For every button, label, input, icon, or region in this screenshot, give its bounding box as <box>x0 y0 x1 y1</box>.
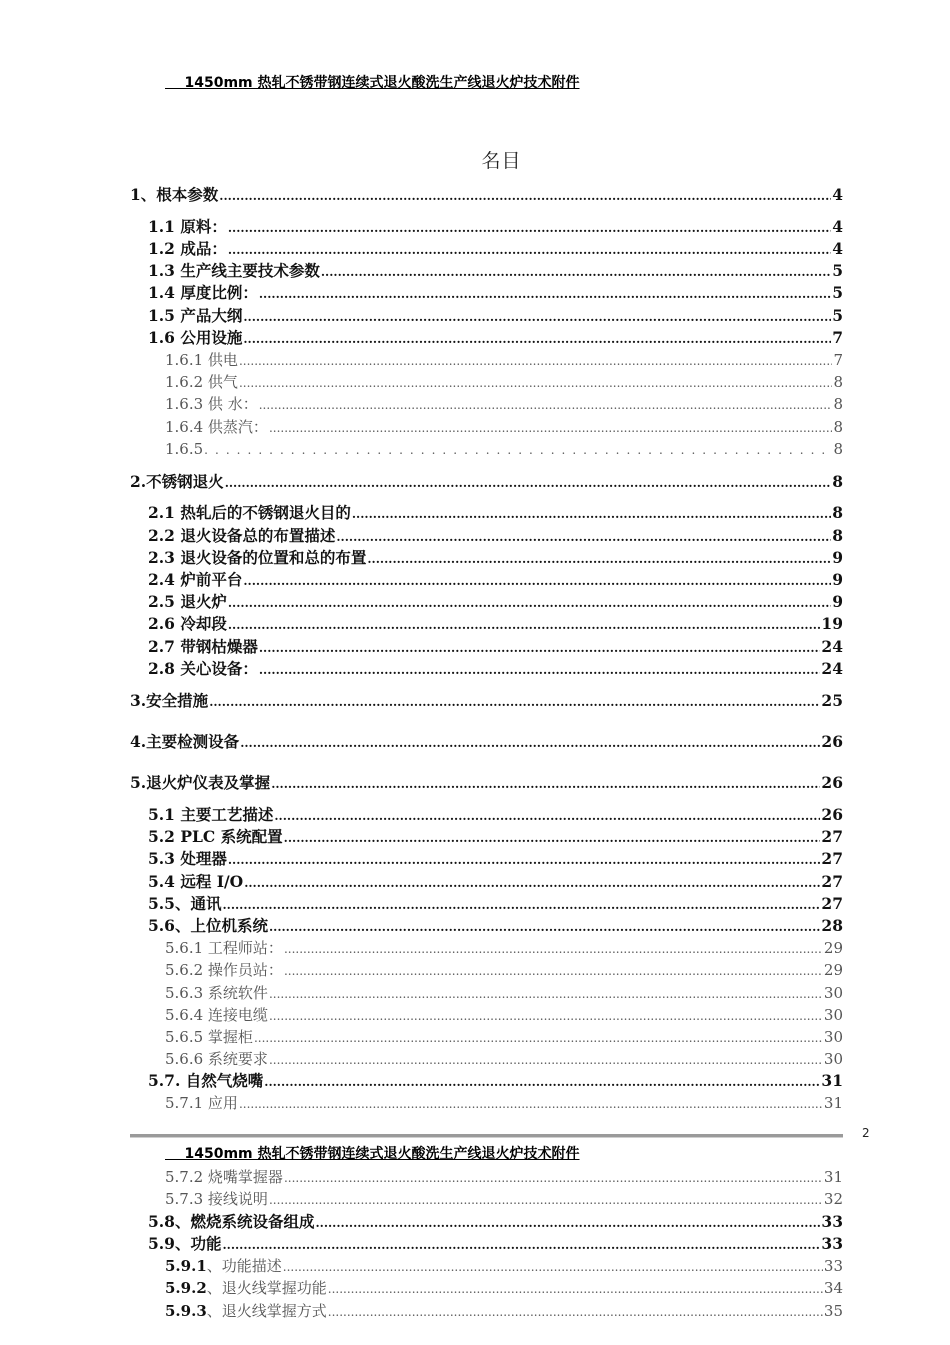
toc-entry[interactable] <box>165 1166 843 1188</box>
toc-entry-label: 2.8 关心设备： <box>148 659 258 678</box>
toc-entry-label: 2.3 退火设备的位置和总的布置 <box>148 548 367 567</box>
toc-entry-label <box>165 1255 282 1277</box>
toc-entry-label: 2.2 退火设备总的布置描述 <box>148 526 336 545</box>
toc-entry[interactable] <box>165 393 843 415</box>
toc-entry[interactable] <box>165 1277 843 1299</box>
toc-leader-dots <box>239 372 833 394</box>
toc-entry-label: 1.4 厚度比例： <box>148 283 258 302</box>
toc-entry-page: 4 <box>832 185 843 204</box>
toc-entry-label: 5.5、通讯 <box>148 894 222 913</box>
toc-entry-label: 5.6.3 系统软件 <box>165 984 268 1002</box>
toc-entry-label: 1、根本参数 <box>130 185 219 204</box>
toc-entry[interactable] <box>148 282 843 304</box>
toc-entry-page: 27 <box>821 827 843 846</box>
toc-entry[interactable] <box>165 1026 843 1048</box>
toc-entry[interactable] <box>148 216 843 238</box>
toc-entry[interactable] <box>148 547 843 569</box>
toc-entry[interactable] <box>148 613 843 635</box>
toc-entry-label: 4.主要检测设备 <box>130 732 240 751</box>
toc-entry-label: 2.6 冷却段 <box>148 614 227 633</box>
toc-entry-label: 1.1 原料： <box>148 217 227 236</box>
toc-entry-page: 30 <box>823 1028 843 1046</box>
toc-leader-dots <box>254 1027 823 1049</box>
toc-entry-page: 4 <box>832 239 843 258</box>
toc-leader-dots <box>269 417 833 439</box>
toc-entry-page: 5 <box>832 261 843 280</box>
toc-entry-page: 27 <box>821 872 843 891</box>
toc-entry-page: 24 <box>821 659 843 678</box>
toc-leader-dots <box>283 1256 823 1278</box>
toc-leader-dots <box>284 960 823 982</box>
toc-leader-dots <box>315 1212 820 1234</box>
toc-entry[interactable] <box>165 438 843 460</box>
toc-entry-page: 29 <box>823 961 843 979</box>
toc-entry-page: 5 <box>832 283 843 302</box>
toc-entry-label: 5.6.6 系统要求 <box>165 1050 268 1068</box>
toc-leader-dots <box>264 1071 820 1093</box>
toc-entry-page: 5 <box>832 306 843 325</box>
toc-leader-dots <box>269 1189 823 1211</box>
toc-entry-label <box>165 1300 327 1322</box>
toc-entry-number: 5.9.2 <box>165 1279 207 1297</box>
toc-entry-page: 26 <box>821 773 843 792</box>
toc-entry[interactable] <box>148 327 843 349</box>
toc-entry-label: 3.安全措施 <box>130 691 209 710</box>
toc-entry-label: 5.6.5 掌握柜 <box>165 1028 253 1046</box>
toc-entry[interactable] <box>165 416 843 438</box>
toc-entry-number: 5.9.1 <box>165 1257 207 1275</box>
page-header: 1450mm 热轧不锈带钢连续式退火酸洗生产线退火炉技术附件 <box>165 75 580 91</box>
toc-leader-dots <box>269 1049 823 1071</box>
toc-leader-dots <box>259 637 821 659</box>
toc-entry[interactable] <box>148 260 843 282</box>
toc-entry-page: 28 <box>821 916 843 935</box>
toc-entry[interactable] <box>148 305 843 327</box>
toc-entry[interactable] <box>148 1233 843 1255</box>
toc-entry-label <box>165 1277 327 1299</box>
toc-leader-dots <box>243 328 831 350</box>
toc-entry-label: 5.7. 自然气烧嘴 <box>148 1071 264 1090</box>
toc-leader-dots <box>228 614 821 636</box>
toc-entry-page: 8 <box>833 418 843 436</box>
toc-leader-dots <box>259 394 833 416</box>
toc-entry-page: 7 <box>833 351 843 369</box>
toc-entry-label: 5.6.4 连接电缆 <box>165 1006 268 1024</box>
page-break-rule <box>130 1134 843 1138</box>
toc-entry-text: 、功能描述 <box>206 1257 282 1275</box>
toc-entry-label: 1.6.5 <box>165 440 204 458</box>
toc-leader-dots <box>269 983 823 1005</box>
toc-entry-label: 1.6 公用设施 <box>148 328 243 347</box>
toc-entry-page: 35 <box>823 1302 843 1320</box>
toc-leader-dots <box>271 773 820 795</box>
toc-entry-page: 30 <box>823 984 843 1002</box>
toc-entry-page: 32 <box>823 1190 843 1208</box>
toc-entry-label: 2.5 退火炉 <box>148 592 227 611</box>
toc-entry[interactable] <box>165 371 843 393</box>
toc-leader-dots <box>284 827 821 849</box>
toc-entry-page: 33 <box>821 1212 843 1231</box>
toc-leader-dots <box>222 1234 820 1256</box>
page-number: 2 <box>862 1126 870 1140</box>
toc-entry-label: 5.3 处理器 <box>148 849 227 868</box>
toc-leader-dots <box>352 503 831 525</box>
toc-leader-dots <box>269 1005 823 1027</box>
toc-entry-label: 5.6、上位机系统 <box>148 916 268 935</box>
toc-leader-dots <box>228 849 821 871</box>
toc-entry-page: 9 <box>832 548 843 567</box>
toc-leader-dots <box>243 570 831 592</box>
toc-entry[interactable] <box>165 1255 843 1277</box>
toc-entry-page: 27 <box>821 849 843 868</box>
toc-entry-page: 34 <box>823 1279 843 1297</box>
toc-entry-page: 31 <box>821 1071 843 1090</box>
toc-leader-dots <box>209 691 820 713</box>
toc-entry-page: 8 <box>832 526 843 545</box>
toc-entry-label: 1.6.3 供 水： <box>165 395 258 413</box>
toc-entry[interactable] <box>130 731 843 753</box>
toc-entry[interactable] <box>165 959 843 981</box>
toc-entry-label: 5.9、功能 <box>148 1234 222 1253</box>
toc-entry-page: 8 <box>832 503 843 522</box>
toc-entry-page: 33 <box>821 1234 843 1253</box>
toc-entry-label: 2.不锈钢退火 <box>130 472 224 491</box>
toc-entry[interactable] <box>148 826 843 848</box>
toc-entry[interactable] <box>165 1188 843 1210</box>
toc-leader-dots <box>240 732 820 754</box>
toc-entry[interactable] <box>165 1300 843 1322</box>
toc-entry-label: 5.8、燃烧系统设备组成 <box>148 1212 315 1231</box>
toc-leader-dots <box>222 894 820 916</box>
toc-entry-label: 5.2 PLC 系统配置 <box>148 827 283 846</box>
toc-entry-label: 1.6.1 供电 <box>165 351 238 369</box>
toc-entry-label: 5.7.2 烧嘴掌握器 <box>165 1168 283 1186</box>
toc-entry[interactable] <box>148 1211 843 1233</box>
toc-entry-label: 5.6.1 工程师站： <box>165 939 283 957</box>
toc-entry[interactable] <box>148 238 843 260</box>
toc-leader-dots <box>228 592 831 614</box>
toc-entry[interactable] <box>165 1004 843 1026</box>
toc-entry[interactable] <box>148 804 843 826</box>
toc-entry-page: 7 <box>832 328 843 347</box>
toc-entry-page: 9 <box>832 570 843 589</box>
toc-entry-label: 5.4 远程 I/O <box>148 872 244 891</box>
toc-entry-label: 5.6.2 操作员站： <box>165 961 283 979</box>
toc-entry-page: 8 <box>833 373 843 391</box>
toc-leader-dots <box>321 261 831 283</box>
toc-entry[interactable] <box>130 184 843 206</box>
toc-entry[interactable] <box>130 690 843 712</box>
toc-leader-dots <box>239 1093 823 1115</box>
toc-entry[interactable] <box>148 893 843 915</box>
toc-leader-dots <box>219 185 831 207</box>
toc-entry[interactable] <box>165 982 843 1004</box>
toc-entry-label: 2.4 炉前平台 <box>148 570 243 589</box>
toc-leader-dots <box>274 805 820 827</box>
toc-entry-page: 26 <box>821 732 843 751</box>
toc-entry-page: 8 <box>833 440 843 458</box>
toc-entry-page: 26 <box>821 805 843 824</box>
toc-entry[interactable] <box>165 937 843 959</box>
toc-leader-dots <box>284 938 823 960</box>
toc-entry[interactable] <box>148 502 843 524</box>
toc-leader-dots <box>367 548 831 570</box>
toc-entry-page: 19 <box>821 614 843 633</box>
toc-entry-label: 1.6.2 供气 <box>165 373 238 391</box>
toc-entry-label: 1.3 生产线主要技术参数 <box>148 261 320 280</box>
toc-leader-dots <box>259 659 821 681</box>
toc-entry-page: 29 <box>823 939 843 957</box>
toc-entry[interactable] <box>165 349 843 371</box>
toc-entry-label: 5.1 主要工艺描述 <box>148 805 274 824</box>
toc-leader-dots <box>269 916 820 938</box>
toc-entry[interactable] <box>148 636 843 658</box>
toc-entry-page: 30 <box>823 1006 843 1024</box>
toc-entry[interactable] <box>130 772 843 794</box>
toc-entry-number: 5.9.3 <box>165 1302 207 1320</box>
toc-entry[interactable] <box>148 915 843 937</box>
toc-leader-dots <box>284 1167 823 1189</box>
toc-entry-label: 5.7.1 应用 <box>165 1094 238 1112</box>
toc-leader-dots <box>336 526 831 548</box>
toc-entry-label: 5.退火炉仪表及掌握 <box>130 773 271 792</box>
toc-entry-label: 2.1 热轧后的不锈钢退火目的 <box>148 503 351 522</box>
toc-entry[interactable] <box>148 658 843 680</box>
toc-entry-page: 27 <box>821 894 843 913</box>
toc-entry-label: 5.7.3 接线说明 <box>165 1190 268 1208</box>
toc-entry-page: 8 <box>832 472 843 491</box>
toc-entry-label: 1.6.4 供蒸汽： <box>165 418 268 436</box>
toc-entry-page: 8 <box>833 395 843 413</box>
toc-leader-dots <box>328 1301 823 1323</box>
toc-leader-dots <box>228 217 831 239</box>
toc-entry[interactable] <box>148 1070 843 1092</box>
toc-entry[interactable] <box>148 848 843 870</box>
toc-entry-label: 1.2 成品： <box>148 239 227 258</box>
toc-entry-text: 、退火线掌握功能 <box>206 1279 327 1297</box>
toc-entry-page: 33 <box>823 1257 843 1275</box>
toc-entry[interactable] <box>165 1048 843 1070</box>
toc-title: 名目 <box>481 150 522 172</box>
toc-leader-dots <box>228 239 831 261</box>
toc-entry-page: 9 <box>832 592 843 611</box>
toc-entry-label: 1.5 产品大纲 <box>148 306 243 325</box>
toc-leader-dots <box>243 306 831 328</box>
toc-entry-page: 4 <box>832 217 843 236</box>
toc-entry-page: 24 <box>821 637 843 656</box>
toc-leader-dots <box>204 439 832 461</box>
toc-leader-dots <box>244 872 820 894</box>
toc-leader-dots <box>239 350 833 372</box>
toc-entry[interactable] <box>148 591 843 613</box>
toc-leader-dots <box>225 472 832 494</box>
page-header: 1450mm 热轧不锈带钢连续式退火酸洗生产线退火炉技术附件 <box>165 1146 580 1162</box>
toc-entry[interactable] <box>148 569 843 591</box>
toc-leader-dots <box>328 1278 823 1300</box>
toc-entry-page: 25 <box>821 691 843 710</box>
toc-entry[interactable] <box>130 471 843 493</box>
toc-leader-dots <box>259 283 831 305</box>
toc-entry-text: 、退火线掌握方式 <box>206 1302 327 1320</box>
toc-entry[interactable] <box>148 871 843 893</box>
toc-entry-label: 2.7 带钢枯燥器 <box>148 637 258 656</box>
toc-entry[interactable] <box>148 525 843 547</box>
toc-entry[interactable] <box>165 1092 843 1114</box>
toc-entry-page: 30 <box>823 1050 843 1068</box>
toc-entry-page: 31 <box>823 1094 843 1112</box>
toc-entry-page: 31 <box>823 1168 843 1186</box>
